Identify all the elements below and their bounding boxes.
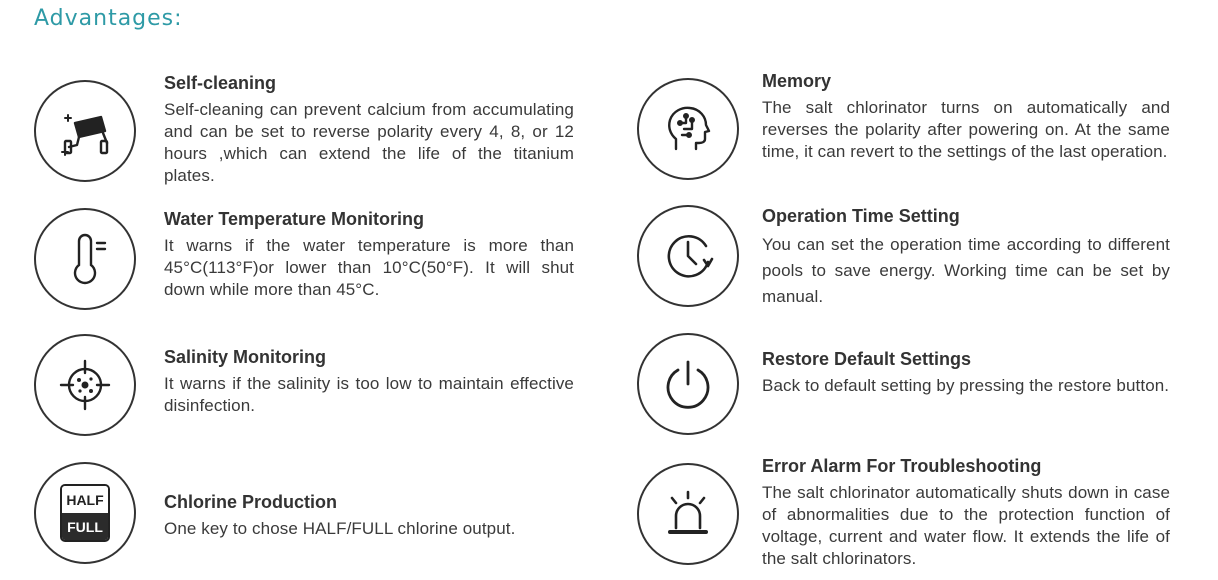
half-label: HALF bbox=[62, 486, 108, 513]
feature-title: Memory bbox=[762, 71, 832, 91]
feature-description: Back to default setting by pressing the restore button. bbox=[762, 376, 1170, 395]
feature-title: Restore Default Settings bbox=[762, 349, 972, 369]
brain-head-icon bbox=[637, 78, 739, 180]
self-cleaning-icon bbox=[34, 80, 136, 182]
feature-description: It warns if the water temperature is more than 45°C(113°F)or lower than 10°C(50°F). It will shut down while more than 45°C. bbox=[164, 236, 574, 299]
half-full-icon bbox=[34, 462, 136, 564]
feature-title: Salinity Monitoring bbox=[164, 347, 326, 367]
feature-title: Water Temperature Monitoring bbox=[164, 209, 425, 229]
page-title: Advantages: bbox=[34, 6, 183, 31]
feature-title: Operation Time Setting bbox=[762, 206, 960, 226]
thermometer-icon bbox=[34, 208, 136, 310]
full-label: FULL bbox=[62, 513, 108, 540]
feature-description: You can set the operation time according to different pools to save energy. Working time can be set by manual. bbox=[762, 235, 1170, 306]
feature-title: Error Alarm For Troubleshooting bbox=[762, 456, 1042, 476]
feature-description: The salt chlorinator automatically shuts down in case of abnormalities due to the protection function of voltage, current and water flow. It extends the life of the salt chlorinators. bbox=[762, 483, 1170, 568]
crosshair-icon bbox=[34, 334, 136, 436]
alarm-light-icon bbox=[637, 463, 739, 565]
clock-icon bbox=[637, 205, 739, 307]
feature-description: Self-cleaning can prevent calcium from accumulating and can be set to reverse polarity every 4, 8, or 12 hours ,which can extend the life of the titanium plates. bbox=[164, 100, 574, 185]
feature-description: The salt chlorinator turns on automatically and reverses the polarity after powering on. At the same time, it can revert to the settings of the last operation. bbox=[762, 98, 1170, 161]
feature-title: Self-cleaning bbox=[164, 73, 277, 93]
feature-title: Chlorine Production bbox=[164, 492, 337, 512]
feature-description: One key to chose HALF/FULL chlorine output. bbox=[164, 519, 516, 538]
feature-description: It warns if the salinity is too low to maintain effective disinfection. bbox=[164, 374, 574, 415]
power-icon bbox=[637, 333, 739, 435]
